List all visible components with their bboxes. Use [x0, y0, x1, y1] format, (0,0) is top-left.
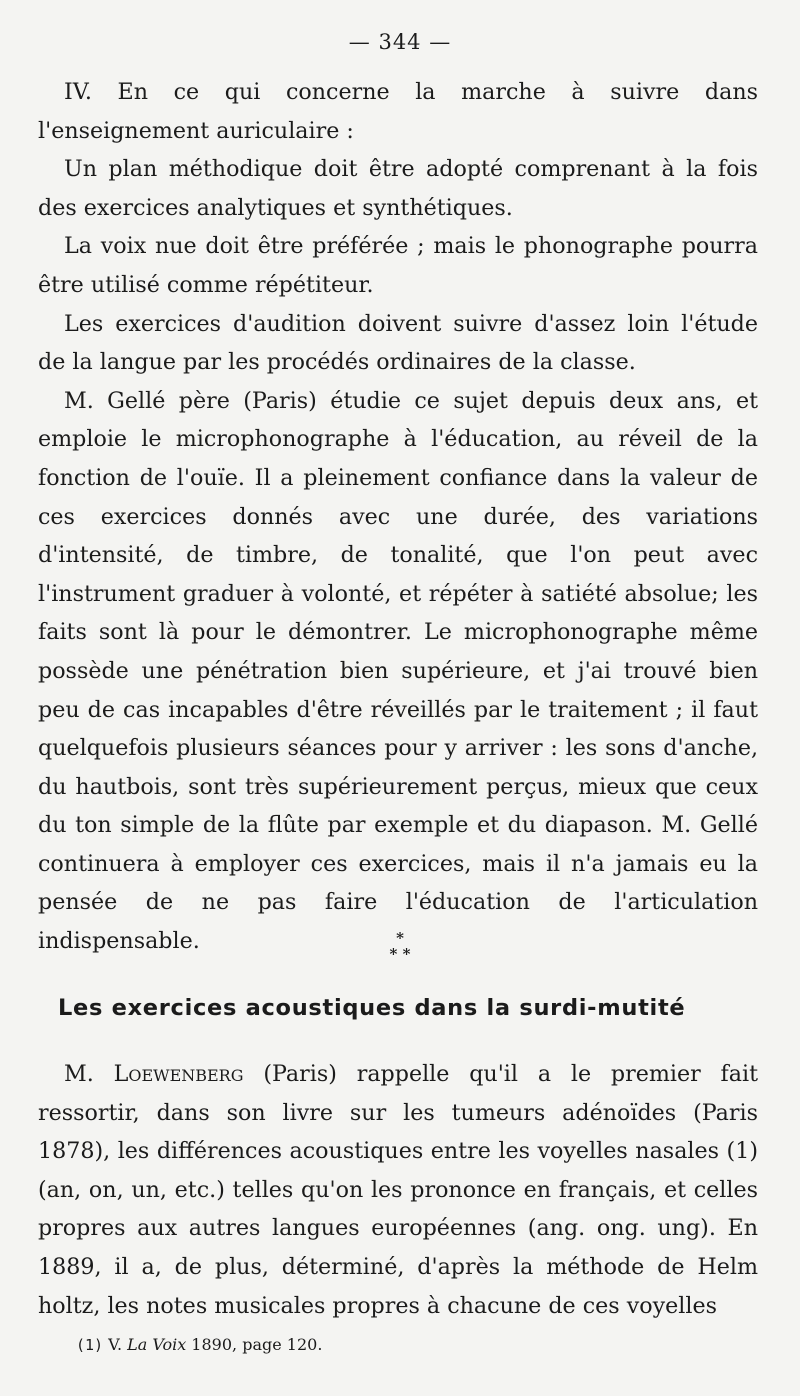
page-number: — 344 — — [348, 30, 452, 54]
footnote — [76, 1334, 756, 1356]
paragraph-marche-a-suivre: IV. En ce qui concerne la marche à suivre dans l'enseignement auriculaire : — [38, 79, 758, 144]
asterism-bottom: * * — [389, 945, 411, 963]
footnote-prefix: V. — [103, 1335, 128, 1354]
footnote-text: 1890, page 120. — [186, 1335, 323, 1354]
footnote-journal-title: La Voix — [127, 1335, 187, 1354]
paragraph-plan-methodique: Un plan méthodique doit être adopté comprenant à la fois des exercices analytiques et synthétiques. — [38, 156, 758, 221]
section-text-block — [38, 1055, 758, 1325]
main-text-block — [38, 73, 758, 961]
paragraph-prefix: M. — [64, 1061, 114, 1087]
paragraph-body: (Paris) rappelle qu'il a le premier fait ressortir, dans son livre sur les tumeurs adénoïdes (Paris 1878), les différences acoustiques entre les voyelles nasales (1) (an, on, un, etc.) telles qu'on les prononce en français, et celles propres aux autres langues européennes (ang. ong. ung). En 1889, il a, de plus, déterminé, d'après la méthode de Helm holtz, les notes musicales propres à chacune de ces voyelles — [38, 1061, 758, 1319]
author-name: Loewenberg — [113, 1061, 244, 1087]
asterism-top: * — [396, 929, 404, 947]
footnote-marker: (1) — [76, 1336, 104, 1354]
paragraph-exercices-audition: Les exercices d'audition doivent suivre d'assez loin l'étude de la langue par les procédés ordinaires de la classe. — [38, 310, 758, 376]
paragraph-gelle: M. Gellé père (Paris) étudie ce sujet depuis deux ans, et emploie le microphonographe à l'éducation, au réveil de la fonction de l'ouïe. Il a pleinement confiance dans la valeur de ces exercices donnés avec une durée, des variations d'intensité, de timbre, de tonalité, que l'on peut avec l'instrument graduer à volonté, et répéter à satiété absolue; les faits sont là pour le démontrer. Le microphonographe même possède une pénétration bien supérieure, et j'ai trouvé bien peu de cas incapables d'être réveillés par le traitement ; il faut quelquefois plusieurs séances pour y arriver : les sons d'anche, du hautbois, sont très supérieurement perçus, mieux que ceux du ton simple de la flûte par exemple et du diapason. M. Gellé continuera à employer ces exercices, mais il n'a jamais eu la pensée de ne pas faire l'éducation de l'articulation indispensable. — [38, 387, 758, 955]
paragraph-voix-nue: La voix nue doit être préférée ; mais le phonographe pourra être utilisé comme répétiteur. — [38, 233, 758, 298]
asterism-separator — [380, 930, 420, 962]
paragraph-loewenberg — [38, 1055, 758, 1325]
section-heading: Les exercices acoustiques dans la surdi-mutité — [58, 995, 686, 1021]
